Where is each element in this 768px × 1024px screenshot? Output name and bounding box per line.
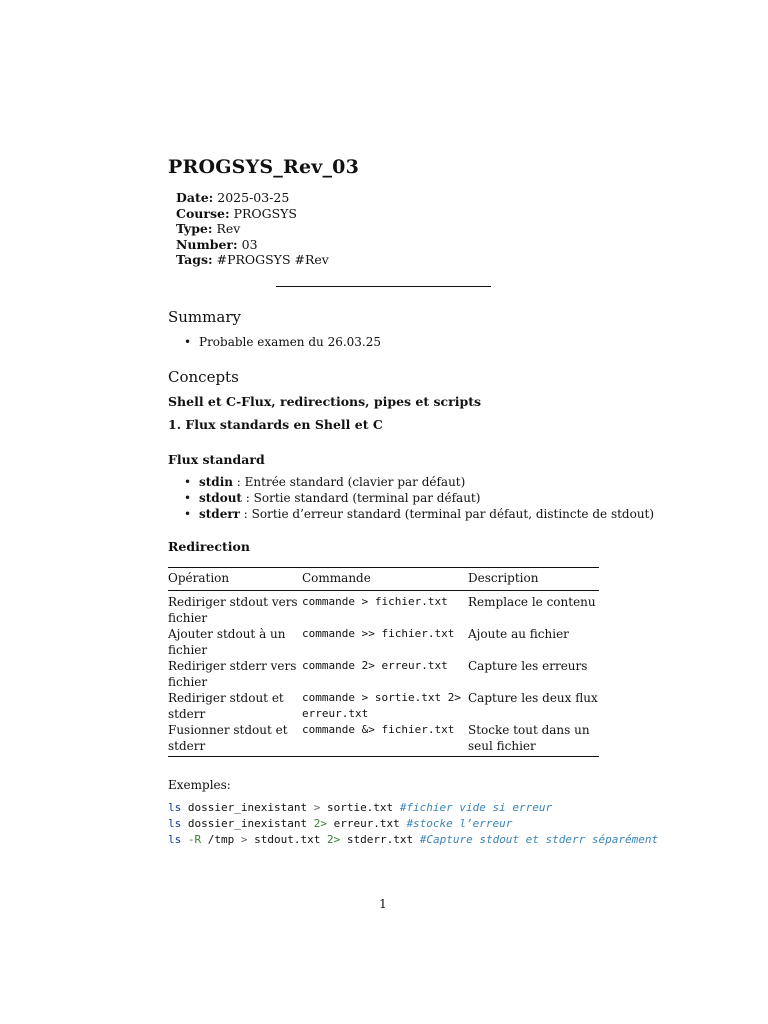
meta-number-label: Number: — [176, 236, 238, 252]
code-line — [168, 817, 512, 830]
cell-operation: Ajouter stdout à un fichier — [168, 627, 286, 657]
table-row — [168, 722, 599, 757]
table-row — [168, 591, 599, 627]
table-row — [168, 626, 599, 658]
document-title: PROGSYS_Rev_03 — [168, 156, 360, 178]
code-block — [168, 800, 658, 848]
code-operator: 2> — [326, 833, 341, 846]
term-desc: : Sortie d’erreur standard (terminal par défaut, distincte de stdout) — [239, 507, 655, 521]
column-header-operation: Opération — [168, 568, 302, 591]
code-comment: #Capture stdout et stderr séparément — [419, 833, 659, 846]
code-operator: > — [240, 833, 248, 846]
examples-label: Exemples: — [168, 778, 231, 792]
cell-description: Capture les deux flux — [468, 691, 598, 705]
meta-course-value: PROGSYS — [233, 205, 297, 221]
term-stdin: stdin — [199, 475, 233, 489]
cell-description: Ajoute au fichier — [468, 627, 569, 641]
concepts-subheading: Shell et C-Flux, redirections, pipes et scripts — [168, 394, 482, 409]
term-desc: : Entrée standard (clavier par défaut) — [232, 475, 466, 489]
cell-operation: Rediriger stdout et stderr — [168, 691, 284, 721]
code-arg: sortie.txt — [320, 801, 400, 814]
cell-operation: Rediriger stderr vers fichier — [168, 659, 297, 689]
column-header-commande: Commande — [302, 568, 468, 591]
term-stdout: stdout — [199, 491, 242, 505]
summary-list — [184, 334, 381, 350]
section-heading-flux: 1. Flux standards en Shell et C — [168, 417, 383, 432]
code-arg: /tmp — [201, 833, 241, 846]
term-stderr: stderr — [199, 507, 240, 521]
code-arg: stderr.txt — [340, 833, 420, 846]
metadata-block — [176, 190, 329, 268]
concepts-heading: Concepts — [168, 368, 239, 386]
redirection-table — [168, 567, 599, 757]
term-desc: : Sortie standard (terminal par défaut) — [241, 491, 481, 505]
redirection-heading: Redirection — [168, 539, 250, 554]
page-number: 1 — [379, 897, 387, 911]
column-header-description: Description — [468, 568, 599, 591]
list-item — [184, 490, 654, 506]
table-header-row — [168, 568, 599, 591]
meta-tags-value: #PROGSYS #Rev — [216, 252, 329, 267]
cell-operation: Rediriger stdout vers fichier — [168, 595, 298, 625]
table-row — [168, 658, 599, 690]
code-keyword: ls — [168, 817, 182, 830]
cell-commande: commande &> fichier.txt — [302, 722, 468, 757]
cell-description: Stocke tout dans un seul fichier — [468, 722, 599, 757]
code-keyword: ls — [168, 801, 182, 814]
meta-tags-label: Tags: — [176, 252, 213, 267]
list-item: • Probable examen du 26.03.25 — [184, 334, 381, 350]
code-comment: #fichier vide si erreur — [399, 801, 553, 814]
cell-commande: commande >> fichier.txt — [302, 627, 455, 640]
cell-commande: commande > fichier.txt — [302, 595, 448, 608]
meta-date-value: 2025-03-25 — [217, 190, 290, 205]
code-flag: -R — [187, 833, 202, 846]
code-line — [168, 801, 552, 814]
flux-standard-heading: Flux standard — [168, 452, 265, 467]
table-row — [168, 690, 599, 722]
meta-number-value: 03 — [241, 236, 258, 252]
horizontal-rule — [276, 286, 491, 287]
meta-tags — [176, 252, 329, 268]
code-arg: erreur.txt — [326, 817, 407, 830]
cell-commande: commande 2> erreur.txt — [302, 659, 448, 672]
code-comment: #stocke l’erreur — [406, 817, 513, 830]
meta-date-label: Date: — [176, 190, 214, 205]
cell-operation: Fusionner stdout et stderr — [168, 722, 302, 757]
meta-type-value: Rev — [216, 221, 241, 236]
meta-number — [176, 237, 329, 253]
code-operator: > — [313, 801, 321, 814]
code-arg: dossier_inexistant — [181, 817, 314, 830]
code-arg: dossier_inexistant — [181, 801, 314, 814]
cell-description: Capture les erreurs — [468, 659, 588, 673]
meta-date — [176, 190, 329, 206]
summary-heading: Summary — [168, 308, 241, 326]
flux-list — [184, 474, 654, 522]
code-operator: 2> — [313, 817, 327, 830]
meta-type-label: Type: — [176, 221, 213, 236]
meta-course-label: Course: — [176, 205, 230, 221]
list-item — [184, 506, 654, 522]
meta-type — [176, 221, 329, 237]
cell-commande: commande > sortie.txt 2> erreur.txt — [302, 691, 461, 720]
code-keyword: ls — [168, 833, 182, 846]
cell-description: Remplace le contenu — [468, 595, 596, 609]
list-item — [184, 474, 654, 490]
code-arg: stdout.txt — [247, 833, 327, 846]
code-line — [168, 833, 658, 846]
meta-course — [176, 206, 329, 222]
